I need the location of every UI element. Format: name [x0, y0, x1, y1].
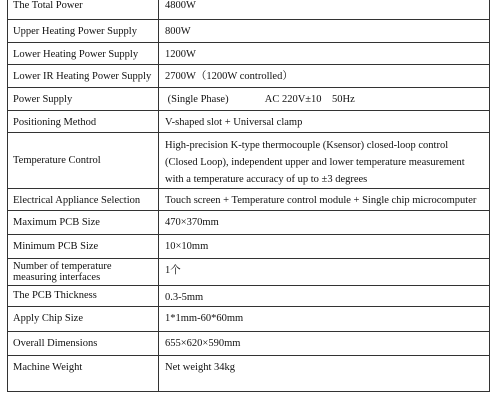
table-row	[8, 0, 490, 20]
spec-table	[7, 0, 490, 392]
row-label-apply-chip-size: Apply Chip Size	[8, 307, 159, 332]
row-label-power-supply: Power Supply	[8, 88, 159, 111]
row-label-machine-weight: Machine Weight	[8, 356, 159, 392]
row-label-lower-heating: Lower Heating Power Supply	[8, 43, 159, 65]
row-label-temp-interfaces: Number of temperature measuring interfaces	[8, 259, 159, 286]
table-row	[8, 259, 490, 286]
table-row	[8, 133, 490, 189]
table-row	[8, 332, 490, 356]
row-value-power-supply: (Single Phase) AC 220V±10 50Hz	[159, 88, 490, 111]
table-row	[8, 111, 490, 133]
table-row	[8, 88, 490, 111]
row-value-lower-ir-heating: 2700W（1200W controlled）	[159, 65, 490, 88]
row-value-machine-weight: Net weight 34kg	[159, 356, 490, 392]
row-label-min-pcb-size: Minimum PCB Size	[8, 235, 159, 259]
table-row	[8, 235, 490, 259]
table-row	[8, 356, 490, 392]
row-value-total-power: 4800W	[159, 0, 490, 20]
row-value-temp-interfaces: 1个	[159, 259, 490, 286]
row-label-electrical-selection: Electrical Appliance Selection	[8, 189, 159, 211]
row-label-overall-dimensions: Overall Dimensions	[8, 332, 159, 356]
row-value-electrical-selection: Touch screen + Temperature control module + Single chip microcomputer	[159, 189, 490, 211]
row-value-max-pcb-size: 470×370mm	[159, 211, 490, 235]
row-label-upper-heating: Upper Heating Power Supply	[8, 20, 159, 43]
table-row	[8, 20, 490, 43]
row-value-upper-heating: 800W	[159, 20, 490, 43]
row-label-temperature-control: Temperature Control	[8, 133, 159, 189]
row-label-total-power: The Total Power	[8, 0, 159, 20]
row-label-positioning-method: Positioning Method	[8, 111, 159, 133]
row-label-lower-ir-heating: Lower IR Heating Power Supply	[8, 65, 159, 88]
row-value-positioning-method: V-shaped slot + Universal clamp	[159, 111, 490, 133]
table-row	[8, 189, 490, 211]
row-label-max-pcb-size: Maximum PCB Size	[8, 211, 159, 235]
row-value-lower-heating: 1200W	[159, 43, 490, 65]
row-label-pcb-thickness: The PCB Thickness	[8, 286, 159, 307]
table-row	[8, 43, 490, 65]
row-value-overall-dimensions: 655×620×590mm	[159, 332, 490, 356]
row-value-min-pcb-size: 10×10mm	[159, 235, 490, 259]
table-row	[8, 65, 490, 88]
table-row	[8, 286, 490, 307]
row-value-pcb-thickness: 0.3-5mm	[159, 286, 490, 307]
row-value-temperature-control: High-precision K-type thermocouple (Ksensor) closed-loop control (Closed Loop), independent upper and lower temperature measurement with a temperature accuracy of up to ±3 degrees	[159, 133, 490, 189]
table-row	[8, 211, 490, 235]
row-value-apply-chip-size: 1*1mm-60*60mm	[159, 307, 490, 332]
table-row	[8, 307, 490, 332]
